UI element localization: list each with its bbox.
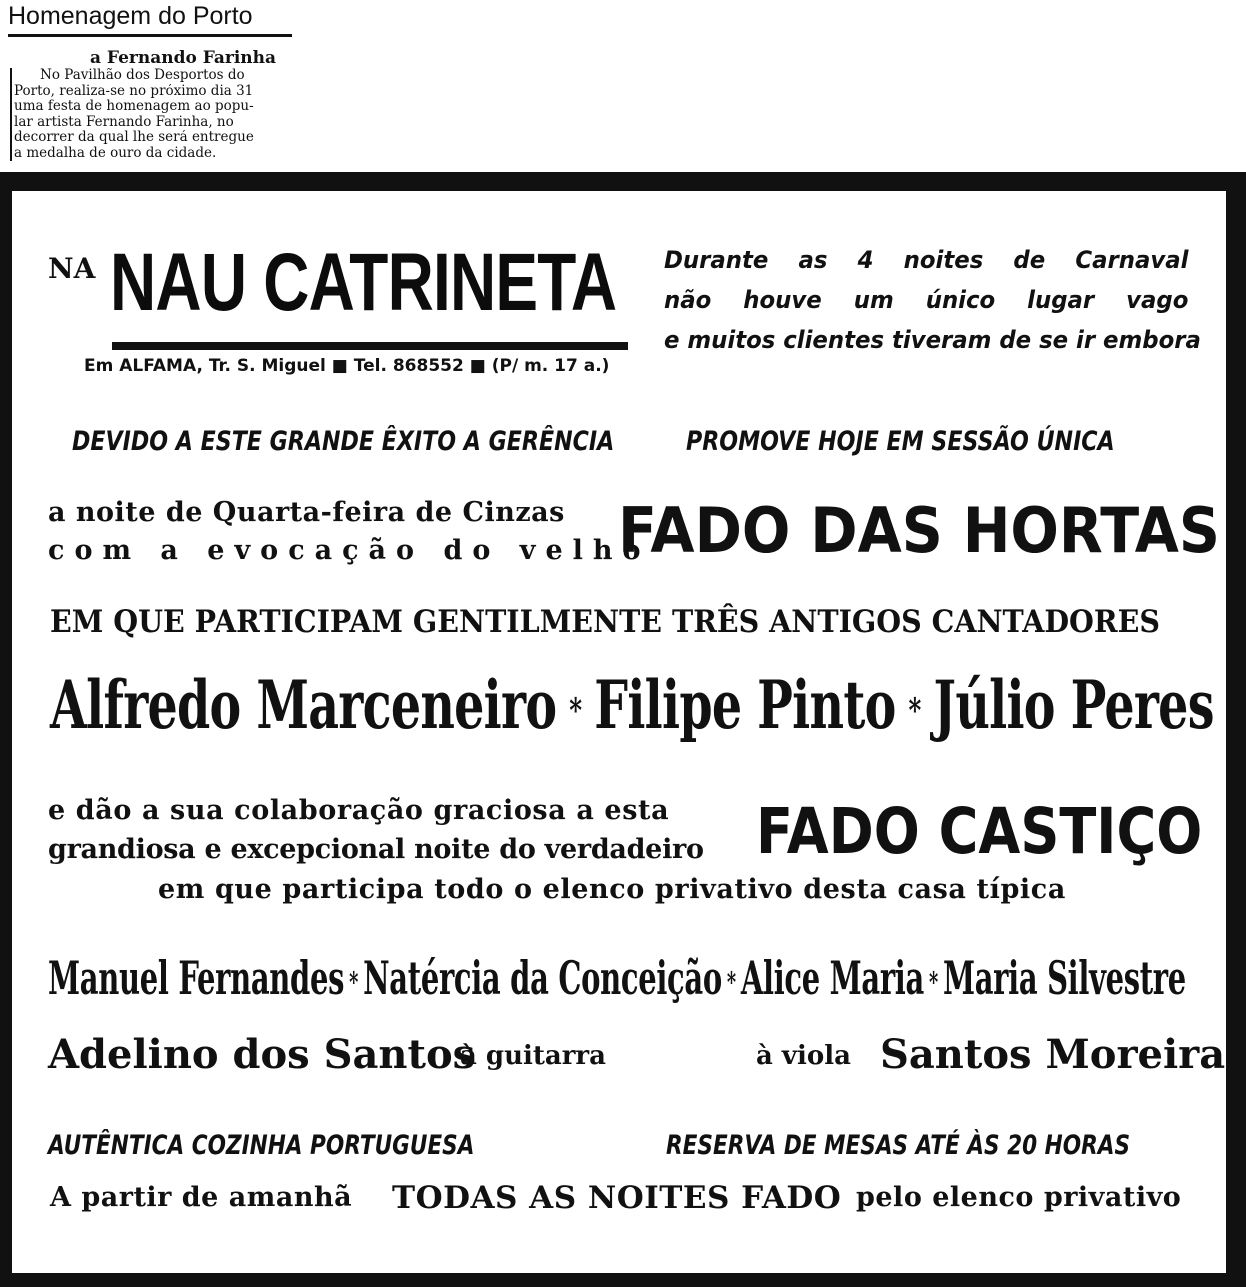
clipping-line: lar artista Fernando Farinha, no: [14, 114, 234, 130]
clipping-line: uma festa de homenagem ao popu-: [14, 99, 254, 114]
carnaval-line: não houve um único lugar vago: [664, 286, 1189, 314]
carnaval-line: Durante as 4 noites de Carnaval: [664, 246, 1189, 274]
clipping-line: decorrer da qual lhe será entregue: [14, 130, 254, 145]
success-headline-right: PROMOVE HOJE EM SESSÃO ÚNICA: [686, 426, 1115, 457]
nightly-fado-part-3: pelo elenco privativo: [856, 1182, 1182, 1213]
clipping-title: Homenagem do Porto: [8, 2, 253, 30]
clipping-subtitle: a Fernando Farinha: [90, 48, 277, 68]
venue-underline: [112, 342, 628, 350]
clipping-line: No Pavilhão dos Desportos do: [40, 68, 245, 83]
carnaval-line: e muitos clientes tiveram de se ir embora: [664, 326, 1201, 354]
venue-address: Em ALFAMA, Tr. S. Miguel ■ Tel. 868552 ■ (P/ m. 17 a.): [84, 356, 610, 376]
singer-name: Júlio Peres: [933, 666, 1214, 744]
singer-name: Alfredo Marceneiro: [50, 666, 557, 744]
guitarist-name: Adelino dos Santos: [48, 1031, 476, 1078]
cast-name: Manuel Fernandes: [48, 951, 345, 1005]
singer-name: Filipe Pinto: [594, 666, 896, 744]
cast-name: Maria Silvestre: [942, 951, 1186, 1005]
venue-name: NAU CATRINETA: [110, 237, 617, 328]
separator-star: *: [908, 691, 921, 731]
singers-line: [50, 666, 1214, 744]
viola-player-name: Santos Moreira: [880, 1031, 1226, 1078]
kitchen-notice: AUTÊNTICA COZINHA PORTUGUESA: [48, 1130, 475, 1161]
cast-intro-line: em que participa todo o elenco privativo desta casa típica: [158, 874, 1066, 905]
guitar-instrument-label: à guitarra: [460, 1041, 606, 1071]
clipping-rule: [8, 34, 292, 37]
reservation-notice: RESERVA DE MESAS ATÉ ÀS 20 HORAS: [666, 1130, 1130, 1161]
ash-wednesday-line-1: a noite de Quarta-feira de Cinzas: [48, 497, 565, 528]
separator-star: *: [928, 965, 938, 999]
clipping-line: a medalha de ouro da cidade.: [14, 145, 217, 161]
separator-star: *: [349, 965, 359, 999]
cast-name: Natércia da Conceição: [363, 951, 722, 1005]
nightly-fado-part-1: A partir de amanhã: [50, 1182, 353, 1213]
nightly-fado-part-2: TODAS AS NOITES FADO: [392, 1180, 842, 1216]
venue-prefix: NA: [48, 252, 96, 285]
ash-wednesday-line-2: com a evocação do velho: [48, 535, 651, 566]
collaboration-line-2: grandiosa e excepcional noite do verdadeiro: [48, 834, 704, 865]
separator-star: *: [569, 691, 582, 731]
fado-das-hortas-title: FADO DAS HORTAS: [618, 494, 1220, 567]
participants-intro: EM QUE PARTICIPAM GENTILMENTE TRÊS ANTIGOS CANTADORES: [50, 604, 1160, 640]
fado-castico-title: FADO CASTIÇO: [756, 795, 1203, 868]
carnaval-notice: [664, 240, 1201, 360]
collaboration-line-1: e dão a sua colaboração graciosa a esta: [48, 795, 670, 826]
cast-name: Alice Maria: [740, 951, 924, 1005]
clipping-line: Porto, realiza-se no próximo dia 31: [14, 83, 254, 99]
cast-names-line: [48, 951, 1186, 1005]
viola-instrument-label: à viola: [756, 1041, 851, 1071]
separator-star: *: [726, 965, 736, 999]
clipping-body: [10, 68, 319, 161]
success-headline-left: DEVIDO A ESTE GRANDE ÊXITO A GERÊNCIA: [72, 426, 615, 457]
